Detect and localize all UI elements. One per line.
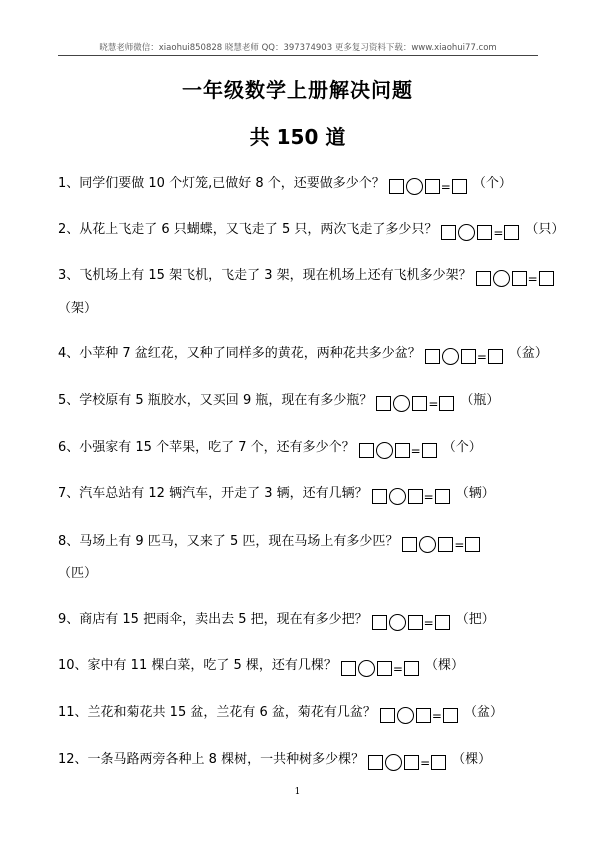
answer-boxes bbox=[425, 347, 503, 368]
question-text: 8、马场上有 9 匹马，又来了 5 匹，现在马场上有多少匹？ bbox=[58, 534, 399, 549]
question-7 bbox=[58, 484, 542, 507]
answer-boxes bbox=[380, 706, 458, 727]
answer-square[interactable] bbox=[438, 537, 453, 552]
equals-sign: = bbox=[423, 489, 434, 504]
answer-boxes bbox=[476, 269, 554, 290]
operator-circle[interactable] bbox=[385, 754, 402, 771]
result-square[interactable] bbox=[465, 537, 480, 552]
answer-boxes bbox=[402, 535, 480, 556]
answer-square[interactable] bbox=[408, 615, 423, 630]
worksheet-title: 一年级数学上册解决问题 bbox=[182, 78, 413, 102]
question-text: 10、家中有 11 棵白菜，吃了 5 棵，还有几棵？ bbox=[58, 658, 337, 673]
question-text: 5、学校原有 5 瓶胶水，又买回 9 瓶，现在有多少瓶？ bbox=[58, 393, 373, 408]
answer-boxes bbox=[372, 613, 450, 634]
result-square[interactable] bbox=[504, 225, 519, 240]
equals-sign: = bbox=[476, 349, 487, 364]
answer-boxes bbox=[359, 441, 437, 462]
equals-sign: = bbox=[493, 225, 504, 240]
answer-boxes bbox=[389, 177, 467, 198]
result-square[interactable] bbox=[431, 755, 446, 770]
answer-square[interactable] bbox=[412, 396, 427, 411]
question-11 bbox=[58, 703, 542, 726]
question-text: 1、同学们要做 10 个灯笼,已做好 8 个，还要做多少个？ bbox=[58, 176, 385, 191]
unit-label: （棵） bbox=[452, 752, 492, 767]
question-text: 4、小苹种 7 盆红花，又种了同样多的黄花，两种花共多少盆？ bbox=[58, 346, 421, 361]
operator-circle[interactable] bbox=[419, 536, 436, 553]
question-3 bbox=[58, 266, 542, 319]
question-text: 2、从花上飞走了 6 只蝴蝶，又飞走了 5 只，两次飞走了多少只？ bbox=[58, 222, 438, 237]
answer-square[interactable] bbox=[425, 349, 440, 364]
equals-sign: = bbox=[423, 615, 434, 630]
equals-sign: = bbox=[440, 179, 451, 194]
operator-circle[interactable] bbox=[442, 348, 459, 365]
result-square[interactable] bbox=[539, 271, 554, 286]
result-square[interactable] bbox=[435, 615, 450, 630]
answer-square[interactable] bbox=[380, 708, 395, 723]
unit-label: （盆） bbox=[463, 705, 503, 720]
answer-square[interactable] bbox=[368, 755, 383, 770]
equals-sign: = bbox=[454, 537, 465, 552]
result-square[interactable] bbox=[452, 179, 467, 194]
answer-square[interactable] bbox=[512, 271, 527, 286]
unit-label: （只） bbox=[525, 222, 565, 237]
question-4 bbox=[58, 344, 548, 367]
question-text: 7、汽车总站有 12 辆汽车，开走了 3 辆，还有几辆？ bbox=[58, 486, 368, 501]
answer-square[interactable] bbox=[377, 661, 392, 676]
result-square[interactable] bbox=[435, 489, 450, 504]
answer-square[interactable] bbox=[408, 489, 423, 504]
answer-square[interactable] bbox=[476, 271, 491, 286]
equals-sign: = bbox=[431, 708, 442, 723]
question-text: 6、小强家有 15 个苹果，吃了 7 个，还有多少个？ bbox=[58, 440, 355, 455]
result-square[interactable] bbox=[422, 443, 437, 458]
question-5 bbox=[58, 391, 542, 414]
unit-label: （辆） bbox=[455, 486, 495, 501]
answer-square[interactable] bbox=[404, 755, 419, 770]
answer-boxes bbox=[341, 659, 419, 680]
answer-boxes bbox=[372, 487, 450, 508]
answer-square[interactable] bbox=[416, 708, 431, 723]
page-number: 1 bbox=[294, 787, 301, 797]
answer-square[interactable] bbox=[341, 661, 356, 676]
equals-sign: = bbox=[392, 661, 403, 676]
answer-square[interactable] bbox=[441, 225, 456, 240]
question-text: 9、商店有 15 把雨伞，卖出去 5 把，现在有多少把？ bbox=[58, 612, 368, 627]
answer-boxes bbox=[376, 394, 454, 415]
unit-label: （瓶） bbox=[460, 393, 500, 408]
equals-sign: = bbox=[527, 271, 538, 286]
operator-circle[interactable] bbox=[358, 660, 375, 677]
answer-square[interactable] bbox=[425, 179, 440, 194]
unit-label: （棵） bbox=[424, 658, 464, 673]
answer-square[interactable] bbox=[402, 537, 417, 552]
result-square[interactable] bbox=[439, 396, 454, 411]
answer-square[interactable] bbox=[372, 489, 387, 504]
unit-label: （盆） bbox=[508, 346, 548, 361]
question-9 bbox=[58, 610, 542, 633]
answer-square[interactable] bbox=[477, 225, 492, 240]
unit-label: （架） bbox=[58, 301, 98, 316]
unit-label: （匹） bbox=[58, 566, 98, 581]
result-square[interactable] bbox=[488, 349, 503, 364]
equals-sign: = bbox=[420, 755, 431, 770]
question-text: 3、飞机场上有 15 架飞机，飞走了 3 架，现在机场上还有飞机多少架？ bbox=[58, 268, 472, 283]
operator-circle[interactable] bbox=[397, 707, 414, 724]
unit-label: （个） bbox=[442, 440, 482, 455]
operator-circle[interactable] bbox=[376, 442, 393, 459]
operator-circle[interactable] bbox=[389, 614, 406, 631]
result-square[interactable] bbox=[443, 708, 458, 723]
question-10 bbox=[58, 656, 542, 679]
answer-square[interactable] bbox=[372, 615, 387, 630]
unit-label: （个） bbox=[472, 176, 512, 191]
answer-square[interactable] bbox=[461, 349, 476, 364]
operator-circle[interactable] bbox=[406, 178, 423, 195]
question-text: 12、一条马路两旁各种上 8 棵树，一共种树多少棵？ bbox=[58, 752, 365, 767]
worksheet-subtitle: 共 150 道 bbox=[249, 125, 346, 149]
unit-label: （把） bbox=[455, 612, 495, 627]
operator-circle[interactable] bbox=[493, 270, 510, 287]
question-8 bbox=[58, 532, 542, 584]
question-2 bbox=[58, 220, 565, 243]
result-square[interactable] bbox=[404, 661, 419, 676]
answer-square[interactable] bbox=[395, 443, 410, 458]
answer-boxes bbox=[441, 223, 519, 244]
header-divider bbox=[58, 55, 538, 56]
equals-sign: = bbox=[428, 396, 439, 411]
answer-square[interactable] bbox=[389, 179, 404, 194]
operator-circle[interactable] bbox=[458, 224, 475, 241]
question-12 bbox=[58, 750, 542, 773]
question-text: 11、兰花和菊花共 15 盆，兰花有 6 盆，菊花有几盆？ bbox=[58, 705, 376, 720]
operator-circle[interactable] bbox=[389, 488, 406, 505]
question-6 bbox=[58, 438, 542, 461]
operator-circle[interactable] bbox=[393, 395, 410, 412]
answer-boxes bbox=[368, 753, 446, 774]
equals-sign: = bbox=[410, 443, 421, 458]
answer-square[interactable] bbox=[376, 396, 391, 411]
page-header: 晓慧老师微信：xiaohui850828 晓慧老师 QQ：397374903 更多复习资料下载：www.xiaohui77.com bbox=[99, 43, 497, 53]
question-1 bbox=[58, 174, 542, 197]
answer-square[interactable] bbox=[359, 443, 374, 458]
